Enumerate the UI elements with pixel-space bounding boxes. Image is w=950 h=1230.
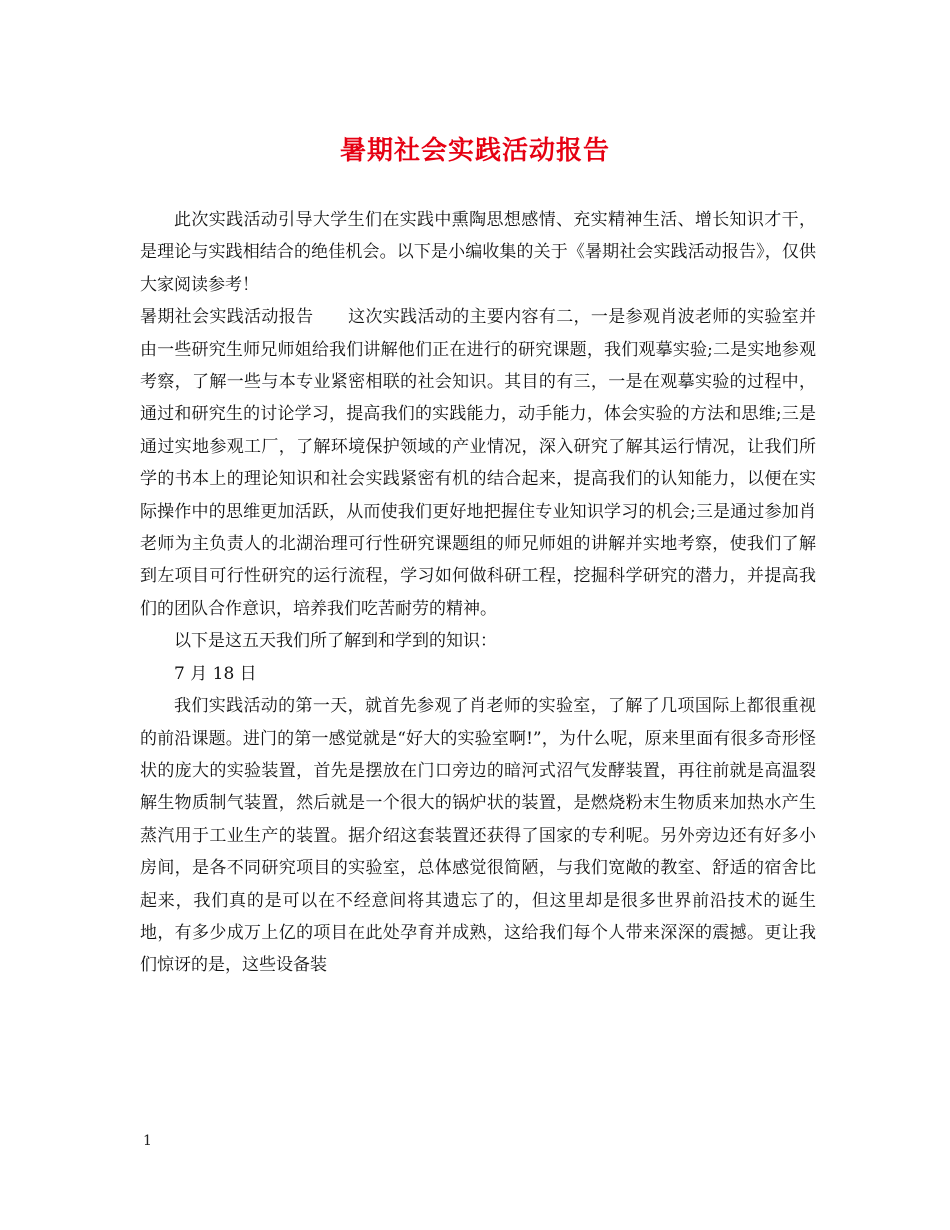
page-number: 1 — [143, 1133, 152, 1149]
document-title: 暑期社会实践活动报告 — [339, 136, 610, 166]
intro-paragraph: 此次实践活动引导大学生们在实践中熏陶思想感情、充实精神生活、增长知识才干，是理论与实践相结合的绝佳机会。以下是小编收集的关于《暑期社会实践活动报告》，仅供大家阅读参考！ — [140, 210, 816, 295]
document-body — [140, 204, 816, 982]
day-one-paragraph: 我们实践活动的第一天，就首先参观了肖老师的实验室，了解了几项国际上都很重视的前沿课题。进门的第一感觉就是“好大的实验室啊!”，为什么呢，原来里面有很多奇形怪状的庞大的实验装置，首先是摆放在门口旁边的暗河式沼气发酵装置，再往前就是高温裂解生物质制气装置，然后就是一个很大的锅炉状的装置，是燃烧粉末生物质来加热水产生蒸汽用于工业生产的装置。据介绍这套装置还获得了国家的专利呢。另外旁边还有好多小房间，是各不同研究项目的实验室，总体感觉很简陋，与我们宽敞的教室、舒适的宿舍比起来，我们真的是可以在不经意间将其遗忘了的，但这里却是很多世界前沿技术的诞生地，有多少成万上亿的项目在此处孕育并成熟，这给我们每个人带来深深的震撼。更让我们惊讶的是，这些设备装 — [140, 696, 816, 976]
knowledge-intro-paragraph: 以下是这五天我们所了解到和学到的知识： — [174, 631, 497, 652]
report-paragraph: 暑期社会实践活动报告 这次实践活动的主要内容有二，一是参观肖波老师的实验室并由一些研究生师兄师姐给我们讲解他们正在进行的研究课题，我们观摹实验;二是实地参观考察，了解一些与本专业紧密相联的社会知识。其目的有三，一是在观摹实验的过程中，通过和研究生的讨论学习，提高我们的实践能力，动手能力，体会实验的方法和思维;三是通过实地参观工厂，了解环境保护领域的产业情况，深入研究了解其运行情况，让我们所学的书本上的理论知识和社会实践紧密有机的结合起来，提高我们的认知能力，以便在实际操作中的思维更加活跃，从而使我们更好地把握住专业知识学习的机会;三是通过参加肖老师为主负责人的北湖治理可行性研究课题组的师兄师姐的讲解并实地考察，使我们了解到左项目可行性研究的运行流程，学习如何做科研工程，挖掘科学研究的潜力，并提高我们的团队合作意识，培养我们吃苦耐劳的精神。 — [140, 307, 816, 619]
date-heading: 7 月 18 日 — [174, 663, 257, 684]
